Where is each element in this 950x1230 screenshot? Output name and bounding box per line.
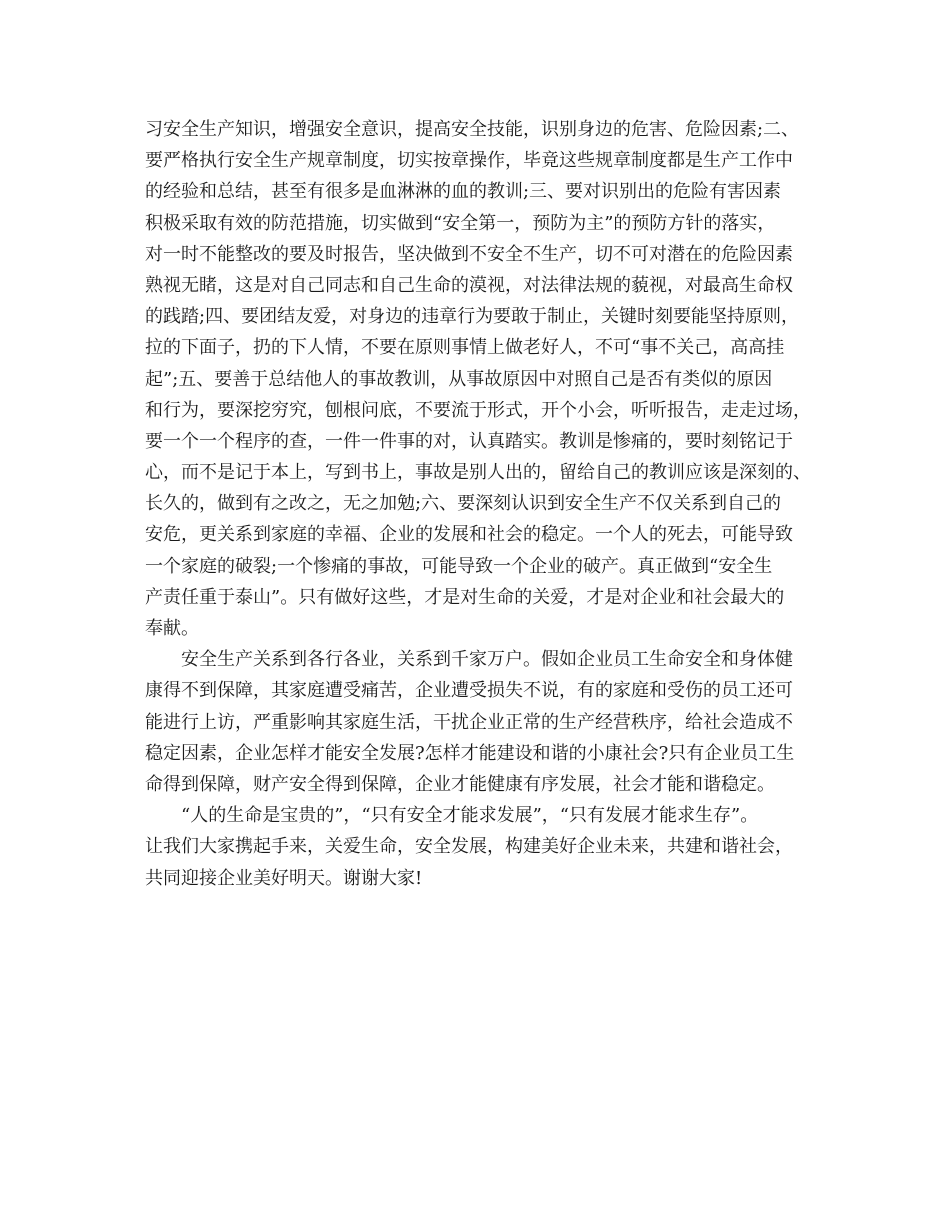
text-line: 奉献。 <box>145 618 199 639</box>
text-line: 长久的，做到有之改之，无之加勉;六、要深刻认识到安全生产不仅关系到自己的 <box>145 493 782 515</box>
text-line: 心，而不是记于本上，写到书上，事故是别人出的，留给自己的教训应该是深刻的、 <box>145 462 811 484</box>
paragraph-first-line: 安全生产关系到各行各业，关系到千家万户。假如企业员工生命安全和身体健 <box>181 649 793 671</box>
text-line: 积极采取有效的防范措施，切实做到“安全第一，预防为主”的预防方针的落实， <box>145 212 776 234</box>
text-line: 产责任重于泰山”。只有做好这些，才是对生命的关爱，才是对企业和社会最大的 <box>145 586 785 608</box>
text-line: 安危，更关系到家庭的幸福、企业的发展和社会的稳定。一个人的死去，可能导致 <box>145 524 793 546</box>
text-line: 让我们大家携起手来，关爱生命，安全发展，构建美好企业未来，共建和谐社会， <box>145 836 793 858</box>
document-body <box>145 114 825 894</box>
text-line: 一个家庭的破裂;一个惨痛的事故，可能导致一个企业的破产。真正做到“安全生 <box>145 555 773 577</box>
text-line: 拉的下面子，扔的下人情，不要在原则事情上做老好人，不可“事不关己，高高挂 <box>145 337 785 359</box>
text-line: 要一个一个程序的查，一件一件事的对，认真踏实。教训是惨痛的，要时刻铭记于 <box>145 430 793 452</box>
text-line: 康得不到保障，其家庭遭受痛苦，企业遭受损失不说，有的家庭和受伤的员工还可 <box>145 680 793 702</box>
text-line: 共同迎接企业美好明天。谢谢大家! <box>145 867 423 889</box>
text-line: 起”;五、要善于总结他人的事故教训，从事故原因中对照自己是否有类似的原因 <box>145 368 773 390</box>
text-line: 习安全生产知识，增强安全意识，提高安全技能，识别身边的危害、危险因素;二、 <box>145 119 800 140</box>
paragraph-first-line: “人的生命是宝贵的”，“只有安全才能求发展”，“只有发展才能求生存”。 <box>181 805 759 827</box>
text-line: 和行为，要深挖穷究，刨根问底，不要流于形式，开个小会，听听报告，走走过场， <box>145 399 811 421</box>
text-line: 的经验和总结，甚至有很多是血淋淋的血的教训;三、要对识别出的危险有害因素 <box>145 181 782 203</box>
text-line: 命得到保障，财产安全得到保障，企业才能健康有序发展，社会才能和谐稳定。 <box>145 773 775 795</box>
text-line: 要严格执行安全生产规章制度，切实按章操作，毕竟这些规章制度都是生产工作中 <box>145 150 793 172</box>
text-line: 熟视无睹，这是对自己同志和自己生命的漠视，对法律法规的藐视，对最高生命权 <box>145 274 793 296</box>
text-line: 稳定因素，企业怎样才能安全发展?怎样才能建设和谐的小康社会?只有企业员工生 <box>145 742 795 764</box>
text-line: 的践踏;四、要团结友爱，对身边的违章行为要敢于制止，关键时刻要能坚持原则， <box>145 306 800 328</box>
text-line: 能进行上访，严重影响其家庭生活，干扰企业正常的生产经营秩序，给社会造成不 <box>145 711 793 733</box>
text-line: 对一时不能整改的要及时报告，坚决做到不安全不生产，切不可对潜在的危险因素 <box>145 243 793 265</box>
